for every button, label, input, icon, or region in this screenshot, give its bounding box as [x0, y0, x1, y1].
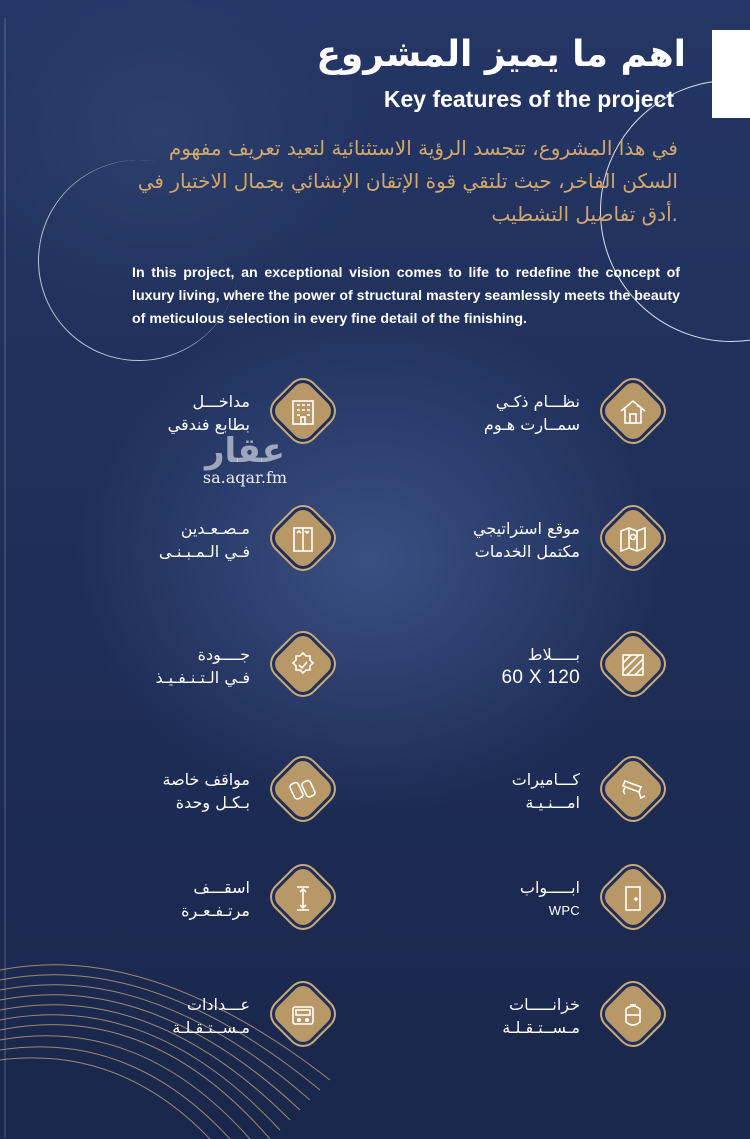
feature-subtitle: مكتمل الخدمات: [474, 542, 580, 561]
feature-subtitle: سمــارت هـوم: [483, 415, 580, 434]
feature-meters: [0, 983, 340, 1063]
door-icon: [608, 873, 658, 923]
page-title-english: Key features of the project: [383, 86, 674, 112]
watermark-url: sa.aqar.fm: [202, 468, 288, 487]
feature-title: مـصـعـدين: [180, 519, 250, 538]
feature-smart-home: [330, 380, 670, 460]
feature-title: مواقف خاصة: [162, 770, 250, 789]
feature-strategic-location: [330, 507, 670, 587]
feature-subtitle: مـســتـقـلـة: [502, 1018, 580, 1037]
feature-title: موقع استراتيجي: [473, 519, 580, 538]
feature-title: بـــــلاط: [527, 645, 580, 664]
feature-title: ابـــــواب: [519, 878, 580, 897]
feature-security-cameras: [330, 758, 670, 838]
meter-icon: [278, 990, 328, 1040]
feature-title: اسقـــف: [193, 878, 250, 897]
feature-floor-tiles: [330, 633, 670, 713]
feature-title: خزانـــــات: [509, 995, 580, 1014]
feature-subtitle: بطابع فندقي: [167, 415, 250, 434]
feature-subtitle: فـي الـتـنـفـيـذ: [155, 668, 250, 687]
high-ceiling-icon: [278, 873, 328, 923]
feature-title: عـــدادات: [186, 995, 250, 1014]
intro-paragraph-english: In this project, an exceptional vision comes to life to redefine the concept of luxury living, where the power of structural mastery seamlessly meets the beauty of meticulous selection in every fine detail of the finishing.: [132, 265, 680, 327]
feature-subtitle: بـكـل وحدة: [175, 793, 250, 812]
feature-water-tanks: [330, 983, 670, 1063]
floor-tiles-icon: [608, 640, 658, 690]
intro-paragraph-arabic: في هذا المشروع، تتجسد الرؤية الاستثنائية لتعيد تعريف مفهوم السكن الفاخر، حيث تلتقي قوة الإتقان الإنشائي بجمال الاختيار في .أدق تفاصيل التشطيب: [137, 136, 678, 226]
feature-subtitle: امـــنـيـة: [525, 793, 580, 812]
feature-private-parking: [0, 758, 340, 838]
feature-doors: [330, 866, 670, 946]
water-tank-icon: [608, 990, 658, 1040]
watermark-logo: عقار: [204, 431, 286, 471]
page-title-arabic: اهم ما يميز المشروع: [316, 34, 686, 75]
decorative-white-bar: [712, 30, 750, 118]
feature-elevators: [0, 507, 340, 587]
map-location-icon: [608, 514, 658, 564]
smart-home-icon: [608, 387, 658, 437]
feature-title: مداخـــل: [192, 392, 250, 411]
feature-subtitle: مرتـفـعـرة: [181, 901, 250, 920]
hotel-building-icon: [278, 387, 328, 437]
feature-subtitle: WPC: [548, 903, 580, 918]
security-camera-icon: [608, 765, 658, 815]
elevator-icon: [278, 514, 328, 564]
feature-subtitle: 60 X 120: [501, 667, 580, 688]
feature-high-ceilings: [0, 866, 340, 946]
feature-subtitle: مـســتـقـلـة: [172, 1018, 250, 1037]
feature-quality: [0, 633, 340, 713]
parking-cars-icon: [278, 765, 328, 815]
feature-title: جــــودة: [197, 645, 250, 664]
feature-title: كـــاميرات: [511, 770, 580, 789]
feature-subtitle: فـي الـمـبـنـى: [158, 542, 250, 561]
feature-hotel-entrances: [0, 380, 340, 460]
feature-title: نظـــام ذكـي: [495, 392, 580, 411]
quality-badge-icon: [278, 640, 328, 690]
